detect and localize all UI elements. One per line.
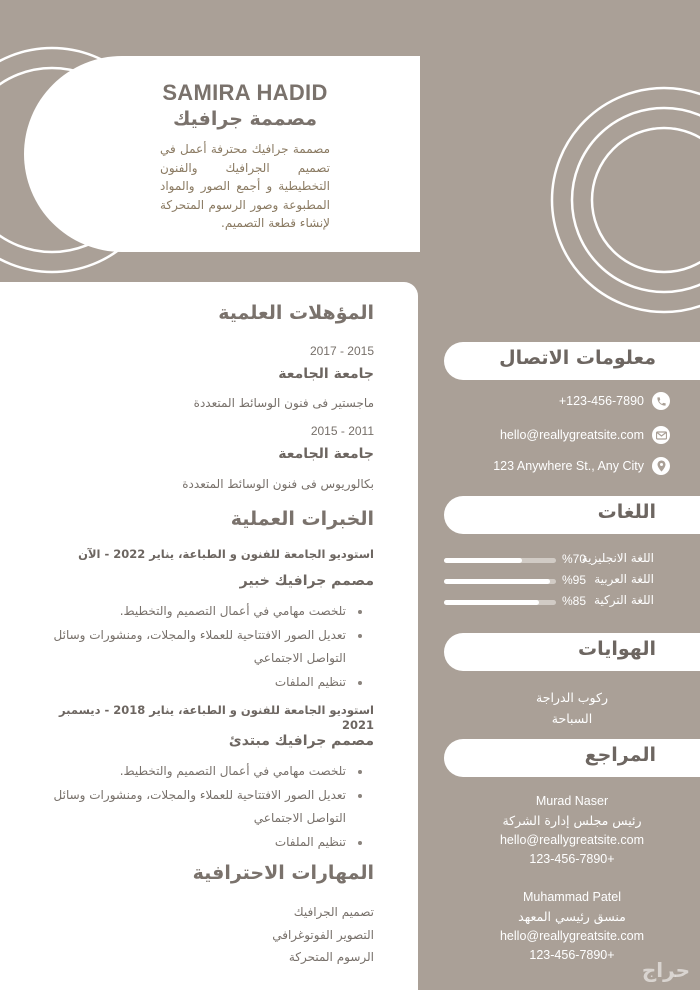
mail-icon xyxy=(652,426,670,444)
contact-email: hello@reallygreatsite.com xyxy=(499,428,644,442)
contact-address-row xyxy=(493,456,670,476)
person-role: مصممة جرافيك xyxy=(172,108,317,130)
list-item: تعديل الصور الافتتاحية للعملاء والمجلات، ومنشورات وسائل التواصل الاجتماعي xyxy=(26,624,346,671)
skill-item: تصميم الجرافيك xyxy=(293,905,374,919)
experience-position: مصمم جرافيك خبير xyxy=(239,573,374,589)
hobbies-heading-pill xyxy=(444,633,700,671)
profile-summary: مصممة جرافيك محترفة أعمل في تصميم الجرافيك والفنون التخطيطية و أجمع الصور والمواد المطبوعة وصور الرسوم المتحركة لإنشاء قطعة التصميم. xyxy=(160,142,330,231)
language-item xyxy=(444,593,654,611)
reference-name: Muhammad Patel xyxy=(523,890,621,904)
reference-name: Murad Naser xyxy=(535,794,609,808)
language-percent: %70 xyxy=(562,552,587,566)
languages-title: اللغات xyxy=(597,501,656,523)
person-name: SAMIRA HADID xyxy=(162,80,328,105)
languages-heading-pill xyxy=(444,496,700,534)
language-percent: %85 xyxy=(562,594,587,608)
contact-email-row xyxy=(500,425,670,445)
reference-phone: +123-456-7890 xyxy=(529,852,615,866)
language-bar xyxy=(444,558,556,563)
reference-email: hello@reallygreatsite.com xyxy=(499,929,644,943)
contact-heading-pill xyxy=(444,342,700,380)
experience-company: استوديو الجامعة للفنون و الطباعة، يناير 2022 - الآن xyxy=(78,547,374,561)
phone-icon xyxy=(652,392,670,410)
education-years: 2017 - 2015 xyxy=(309,344,374,358)
references-heading-pill xyxy=(444,739,700,777)
experience-position: مصمم جرافيك مبتدئ xyxy=(228,733,374,749)
list-item: تلخصت مهامي في أعمال التصميم والتخطيط. xyxy=(26,760,346,784)
watermark: حراج xyxy=(641,958,690,982)
location-icon xyxy=(652,457,670,475)
skill-item: الرسوم المتحركة xyxy=(288,950,374,964)
contact-phone: +123-456-7890 xyxy=(558,394,644,408)
language-bar-fill xyxy=(444,558,522,563)
language-bar xyxy=(444,579,556,584)
contact-address: 123 Anywhere St., Any City xyxy=(493,459,644,473)
education-years: 2015 - 2011 xyxy=(310,424,374,438)
language-bar-fill xyxy=(444,579,550,584)
education-title: المؤهلات العلمية xyxy=(218,302,374,324)
references-title: المراجع xyxy=(584,744,656,766)
language-name: اللغة الانجليزية xyxy=(581,551,654,565)
education-degree: ماجستير فى فنون الوسائط المتعددة xyxy=(193,396,374,410)
experience-title: الخبرات العملية xyxy=(230,508,374,530)
reference-role: منسق رئيسي المعهد xyxy=(518,909,626,924)
list-item: تعديل الصور الافتتاحية للعملاء والمجلات، ومنشورات وسائل التواصل الاجتماعي xyxy=(26,784,346,831)
contact-phone-row xyxy=(559,391,670,411)
language-item xyxy=(444,572,654,590)
list-item: تلخصت مهامي في أعمال التصميم والتخطيط. xyxy=(26,600,346,624)
reference-email: hello@reallygreatsite.com xyxy=(499,833,644,847)
list-item: تنظيم الملفات xyxy=(26,671,346,695)
contact-title: معلومات الاتصال xyxy=(499,347,656,369)
experience-duties xyxy=(26,600,362,694)
language-name: اللغة التركية xyxy=(594,593,654,607)
hobby-item: ركوب الدراجة xyxy=(536,690,608,705)
experience-duties xyxy=(26,760,362,854)
education-school: جامعة الجامعة xyxy=(278,366,374,382)
list-item: تنظيم الملفات xyxy=(26,831,346,855)
language-percent: %95 xyxy=(562,573,587,587)
language-bar-fill xyxy=(444,600,539,605)
reference-role: رئيس مجلس إدارة الشركة xyxy=(502,813,642,828)
skill-item: التصوير الفوتوغرافي xyxy=(272,928,374,942)
language-item xyxy=(444,551,654,569)
education-degree: بكالوريوس فى فنون الوسائط المتعددة xyxy=(182,477,374,491)
language-name: اللغة العربية xyxy=(594,572,654,586)
reference-phone: +123-456-7890 xyxy=(529,948,615,962)
hobby-item: السباحة xyxy=(551,711,593,726)
experience-company: استوديو الجامعة للفنون و الطباعة، يناير 2018 - ديسمبر 2021 xyxy=(59,703,374,732)
language-bar xyxy=(444,600,556,605)
hobbies-title: الهوايات xyxy=(578,638,656,660)
skills-title: المهارات الاحترافية xyxy=(192,862,374,884)
education-school: جامعة الجامعة xyxy=(278,446,374,462)
